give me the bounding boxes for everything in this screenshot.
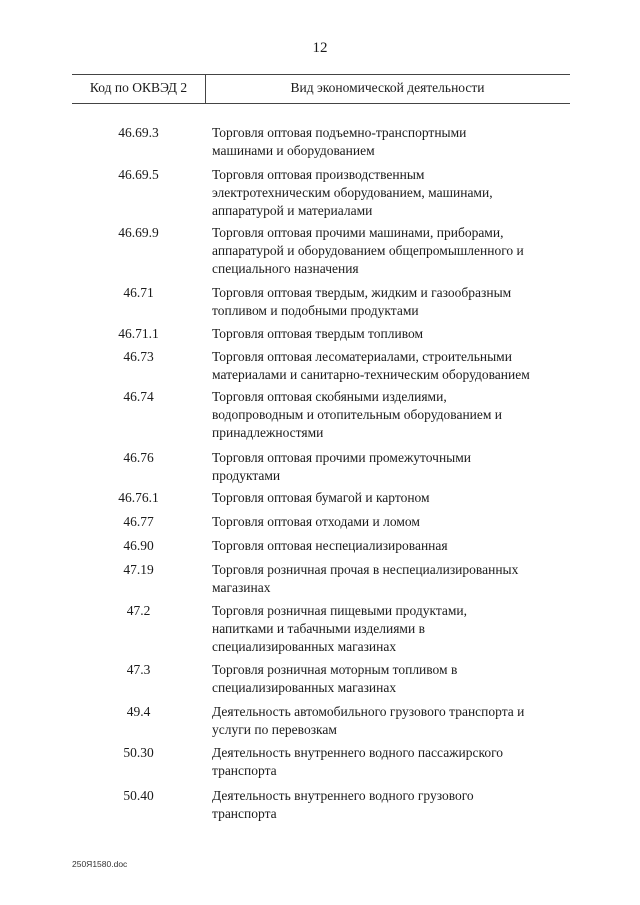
row-code: 50.40 — [123, 788, 154, 803]
row-activity: Торговля оптовая лесоматериалами, строительными материалами и санитарно-техническим оборудованием — [212, 349, 530, 382]
row-activity: Торговля оптовая неспециализированная — [212, 538, 448, 553]
row-activity: Торговля розничная прочая в неспециализированных магазинах — [212, 562, 519, 595]
row-activity: Торговля оптовая прочими промежуточными продуктами — [212, 450, 472, 483]
row-code: 46.69.3 — [118, 125, 159, 140]
row-code: 47.3 — [126, 662, 151, 677]
header-top-rule — [72, 74, 570, 75]
row-activity: Торговля оптовая производственным электротехническим оборудованием, машинами, аппаратурой и материалами — [212, 167, 493, 218]
row-activity: Торговля оптовая бумагой и картоном — [212, 490, 430, 505]
row-activity: Торговля оптовая твердым, жидким и газообразным топливом и подобными продуктами — [212, 285, 512, 318]
row-code: 47.19 — [123, 562, 154, 577]
row-activity: Торговля оптовая скобяными изделиями, водопроводным и отопительным оборудованием и принадлежностями — [212, 389, 503, 440]
row-code: 46.77 — [123, 514, 154, 529]
row-activity: Торговля оптовая прочими машинами, приборами, аппаратурой и оборудованием общепромышленного и специального назначения — [212, 225, 524, 276]
row-code: 46.71.1 — [118, 326, 159, 341]
row-code: 46.76 — [123, 450, 154, 465]
row-activity: Торговля розничная моторным топливом в специализированных магазинах — [212, 662, 458, 695]
row-activity: Торговля оптовая подъемно-транспортными машинами и оборудованием — [212, 125, 467, 158]
header-activity: Вид экономической деятельности — [290, 80, 485, 95]
row-code: 49.4 — [126, 704, 151, 719]
row-code: 50.30 — [123, 745, 154, 760]
header-code: Код по ОКВЭД 2 — [89, 80, 188, 95]
row-code: 46.73 — [123, 349, 154, 364]
row-code: 47.2 — [126, 603, 151, 618]
row-code: 46.90 — [123, 538, 154, 553]
row-activity: Торговля оптовая отходами и ломом — [212, 514, 420, 529]
row-activity: Торговля оптовая твердым топливом — [212, 326, 424, 341]
row-code: 46.74 — [123, 389, 154, 404]
row-activity: Торговля розничная пищевыми продуктами, напитками и табачными изделиями в специализированных магазинах — [212, 603, 468, 654]
page-number: 12 — [312, 40, 328, 56]
row-code: 46.71 — [123, 285, 154, 300]
header-bottom-rule — [72, 103, 570, 104]
row-activity: Деятельность внутреннего водного грузового транспорта — [212, 788, 474, 821]
row-code: 46.76.1 — [118, 490, 159, 505]
row-activity: Деятельность автомобильного грузового транспорта и услуги по перевозкам — [212, 704, 525, 737]
document-filename: 250Я1580.doc — [72, 859, 128, 869]
row-code: 46.69.9 — [118, 225, 159, 240]
row-code: 46.69.5 — [118, 167, 159, 182]
row-activity: Деятельность внутреннего водного пассажирского транспорта — [212, 745, 504, 778]
